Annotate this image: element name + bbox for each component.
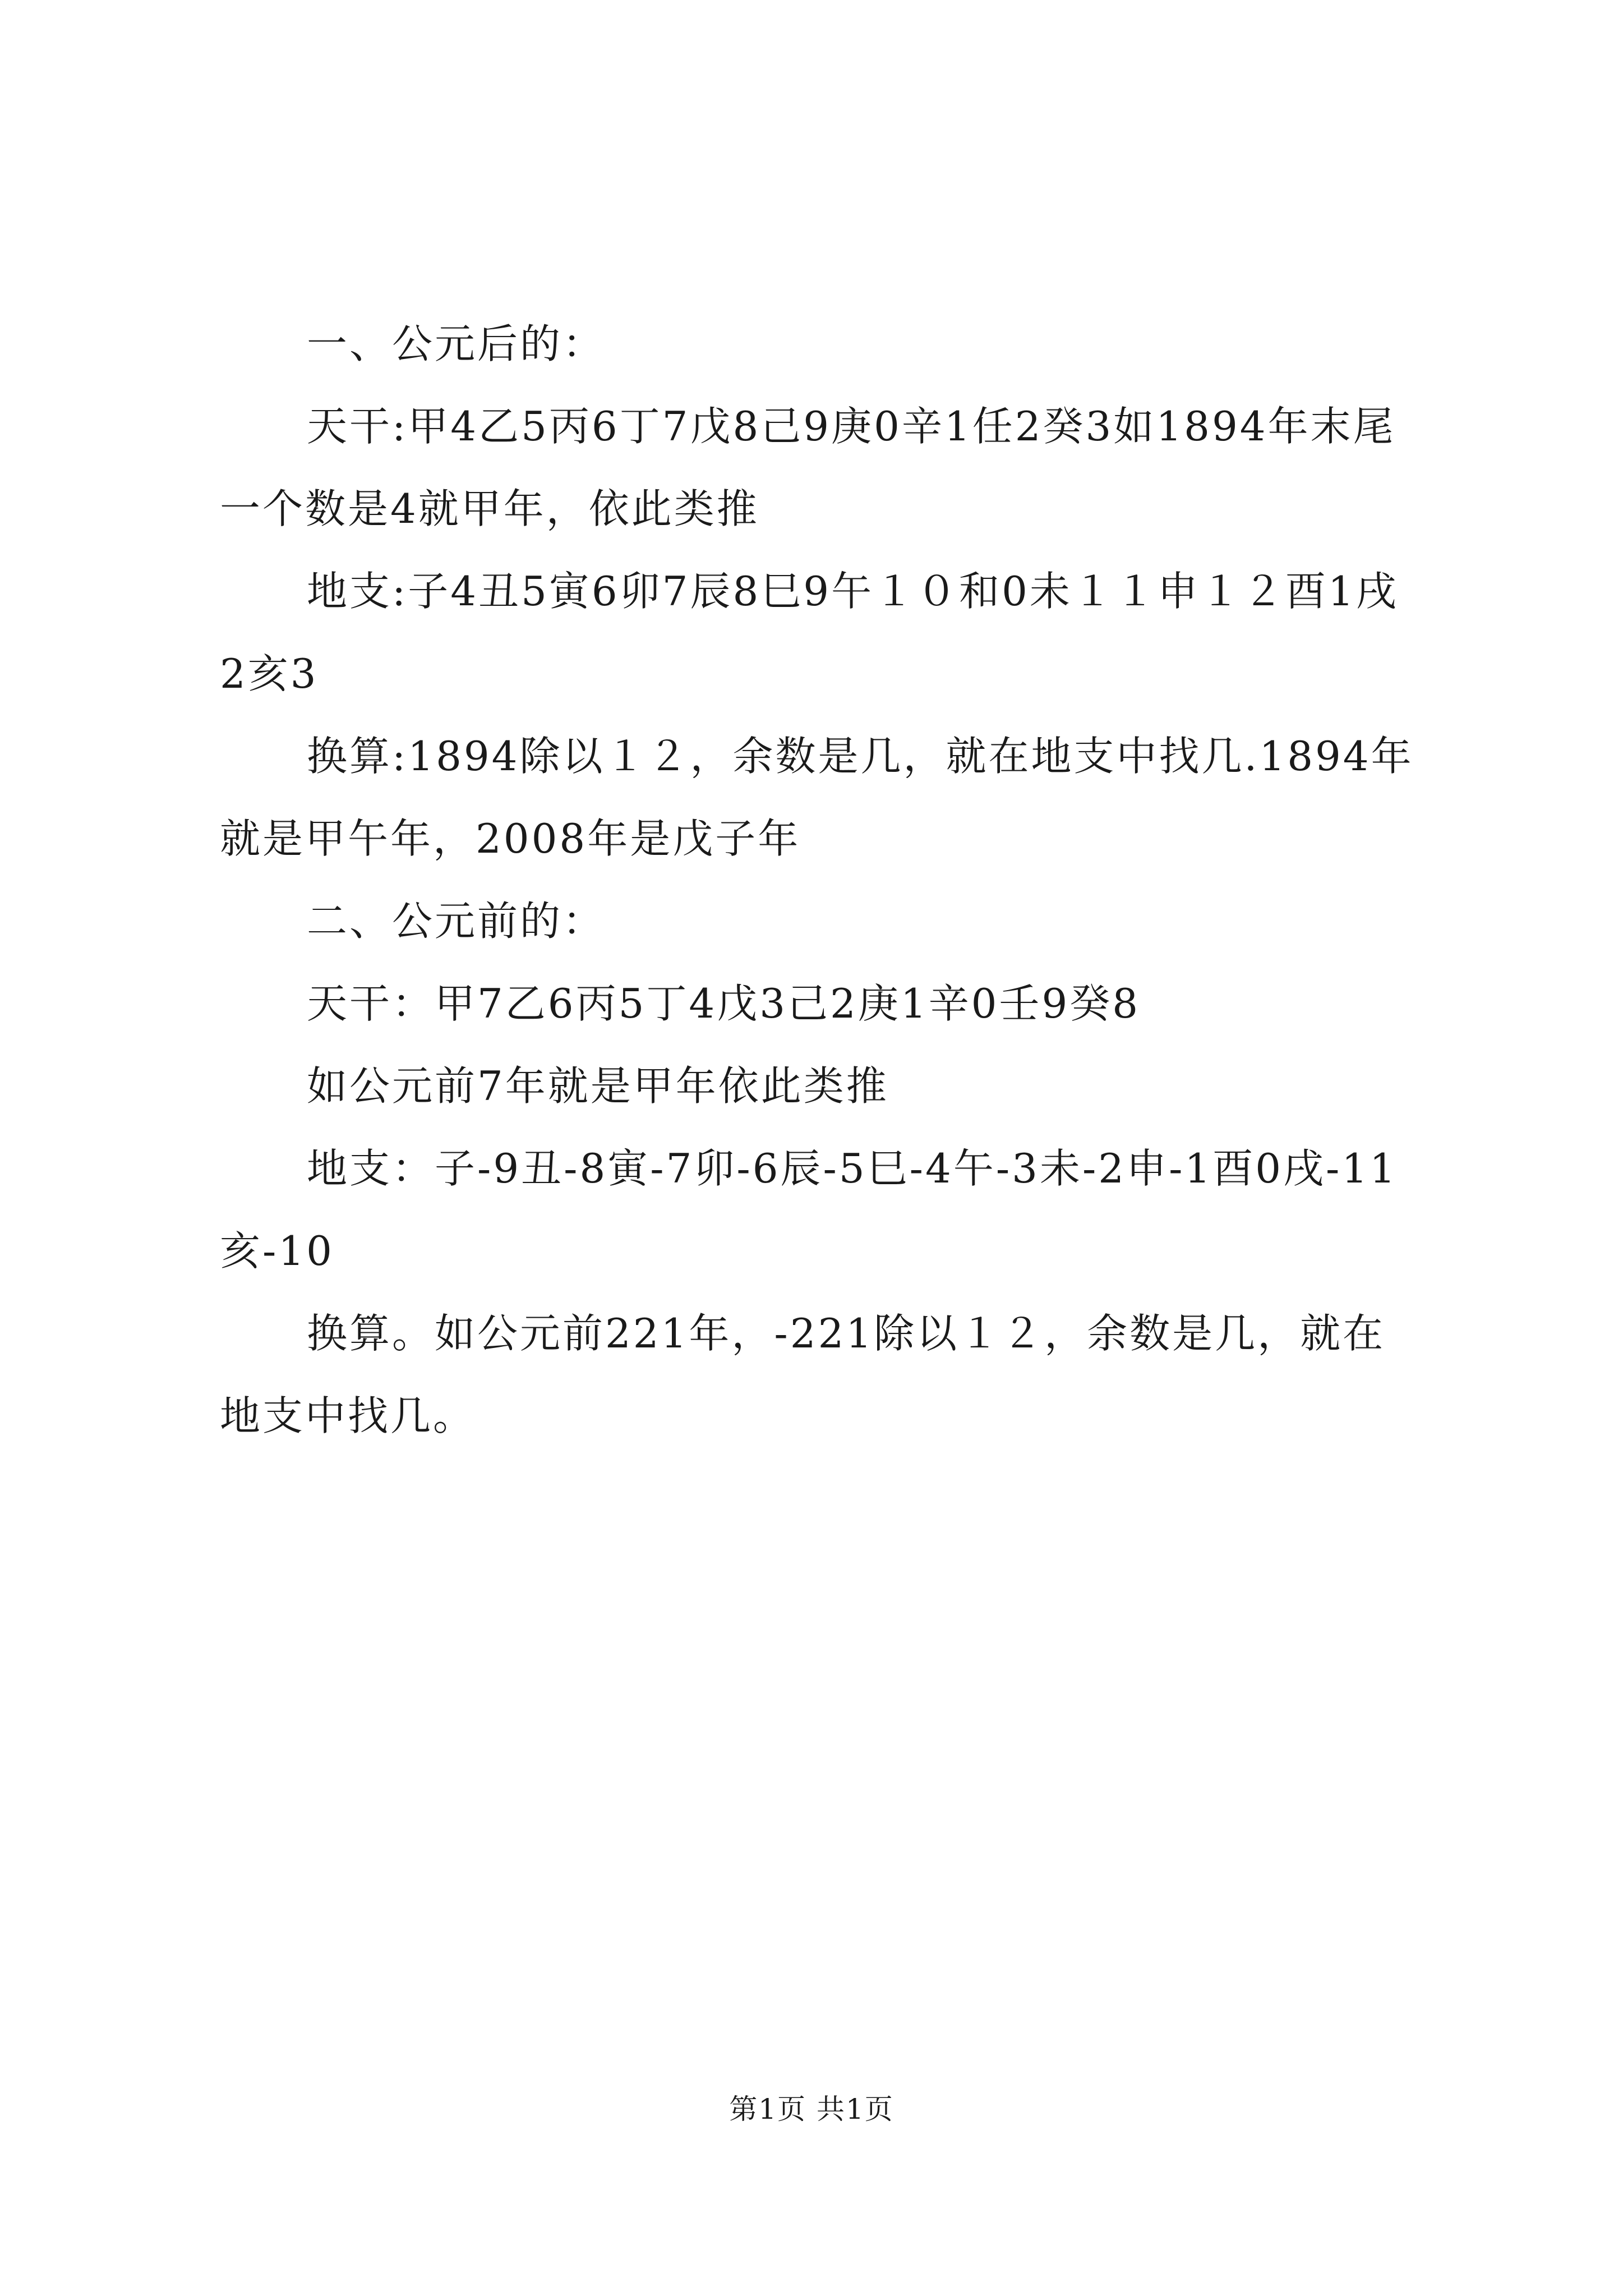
section-heading-bc: 二、公元前的：: [307, 898, 606, 945]
document-body: [220, 303, 1426, 1457]
paragraph-conversion-ad: 换算:1894除以１２，余数是几，就在地支中找几.1894年就是甲午年，2008年是戊子年: [220, 733, 1414, 862]
section-heading-ad: 一、公元后的：: [307, 320, 606, 367]
paragraph-tiangan-bc: 天干：甲7乙6丙5丁4戊3己2庚1辛0壬9癸8: [307, 980, 1141, 1027]
paragraph-dizhi-ad: 地支:子4丑5寅6卯7辰8巳9午１０和0未１１申１２酉1戌2亥3: [220, 568, 1399, 697]
page-number-footer: 第1页 共1页: [729, 2093, 894, 2125]
paragraph-example-bc: 如公元前7年就是甲年依此类推: [307, 1062, 889, 1110]
paragraph-tiangan-ad: 天干:甲4乙5丙6丁7戊8己9庚0辛1任2癸3如1894年末尾一个数是4就甲年，依此类推: [220, 403, 1396, 532]
paragraph-dizhi-bc: 地支：子-9丑-8寅-7卯-6辰-5巳-4午-3未-2申-1酉0戌-11亥-10: [220, 1145, 1398, 1274]
paragraph-conversion-bc: 换算。如公元前221年，-221除以１２，余数是几，就在地支中找几。: [220, 1310, 1386, 1439]
